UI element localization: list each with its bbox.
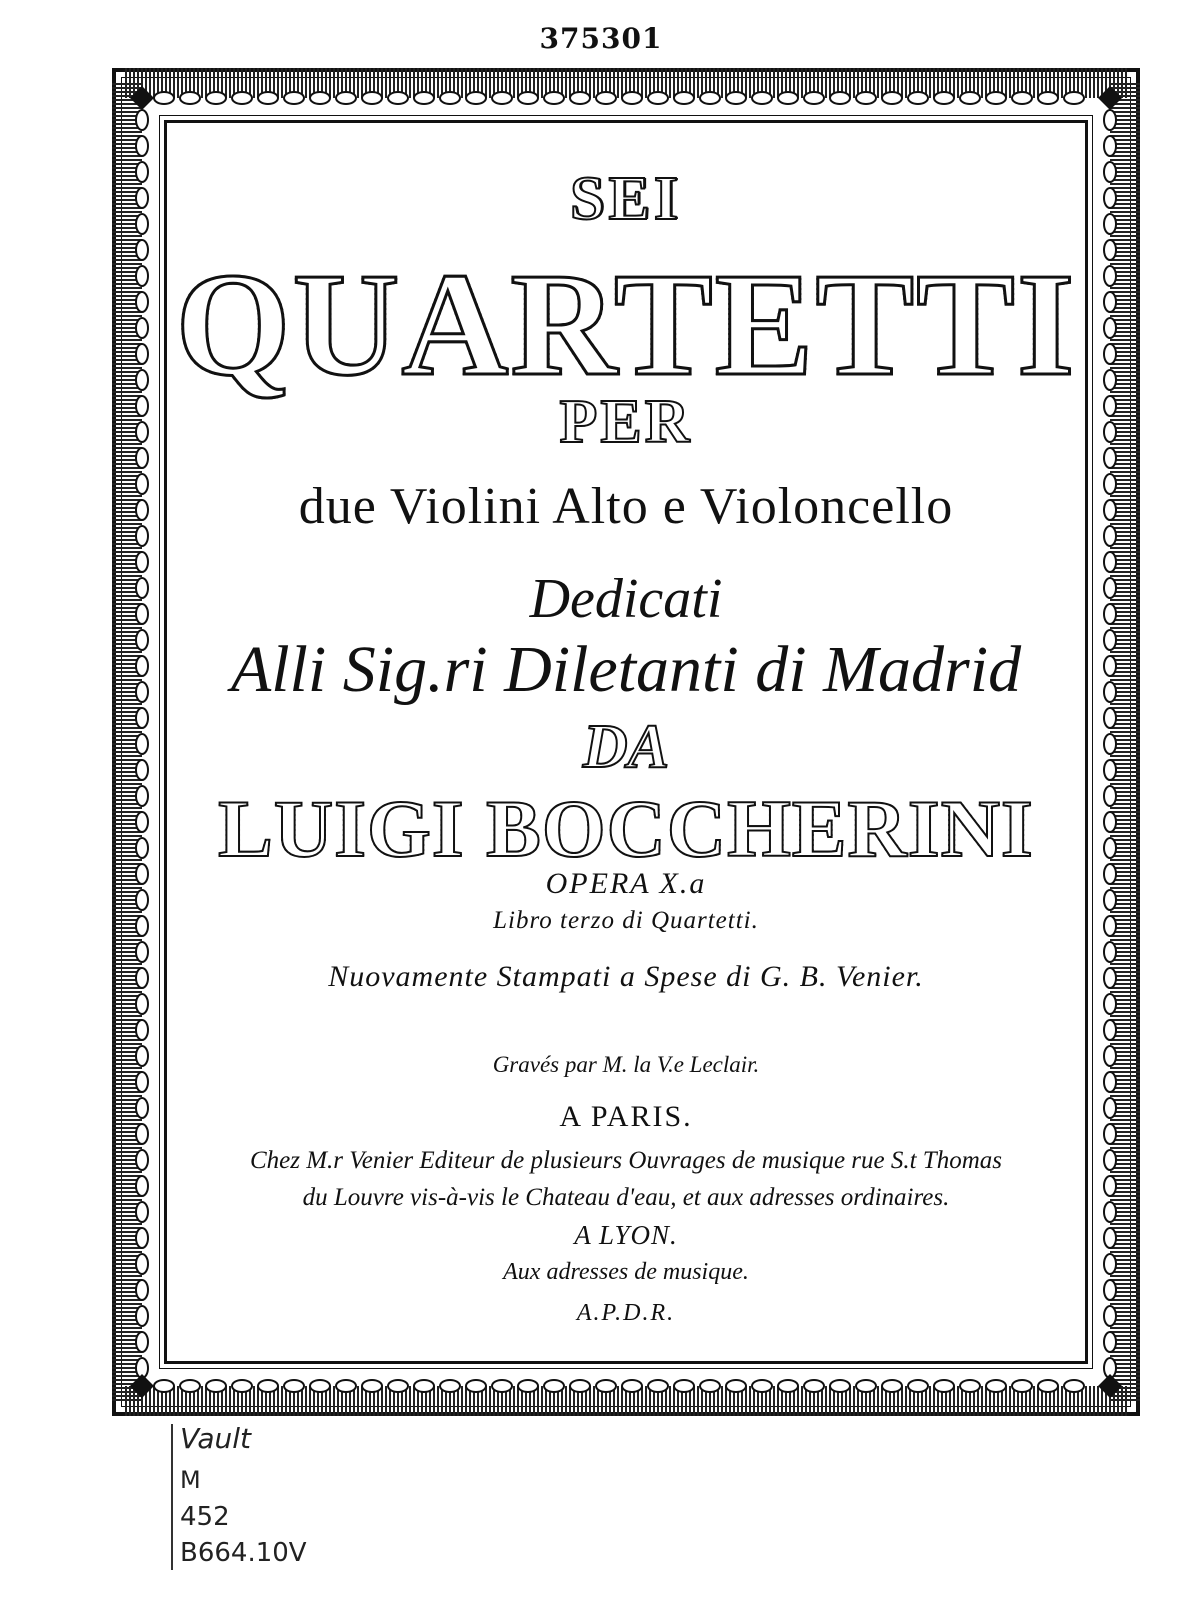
title-quartetti: QUARTETTI: [166, 240, 1086, 410]
dedication-line: Alli Sig.ri Diletanti di Madrid: [230, 633, 1022, 706]
title-da: DA: [582, 713, 670, 781]
handwritten-shelfmark: [168, 1422, 318, 1572]
title-per: PER: [559, 388, 693, 456]
shelfmark-number: 452: [180, 1502, 230, 1532]
title-content: [166, 122, 1086, 1362]
catalog-number: 375301: [539, 22, 663, 55]
engraver-credit: Gravés par M. la V.e Leclair.: [492, 1052, 760, 1077]
publisher-line: Nuovamente Stampati a Spese di G. B. Venier.: [328, 960, 924, 993]
opus-number: OPERA X.a: [545, 867, 707, 900]
instrumentation: due Violini Alto e Violoncello: [298, 478, 954, 535]
shelfmark-vault: Vault: [180, 1422, 252, 1455]
city-paris: A PARIS.: [559, 1100, 693, 1133]
composer-name: LUIGI BOCCHERINI: [166, 782, 1086, 876]
shelfmark-class: M: [180, 1466, 201, 1494]
dedicati-heading: Dedicati: [529, 568, 723, 630]
city-lyon: A LYON.: [574, 1220, 678, 1250]
lyon-address: Aux adresses de musique.: [503, 1259, 749, 1285]
privilege-mark: A.P.D.R.: [576, 1300, 676, 1326]
paris-address-line-1: Chez M.r Venier Editeur de plusieurs Ouvrages de musique rue S.t Thomas: [249, 1147, 1002, 1174]
paris-address-line-2: du Louvre vis-à-vis le Chateau d'eau, et aux adresses ordinaires.: [302, 1184, 950, 1211]
title-sei: SEI: [570, 165, 682, 233]
shelfmark-code: B664.10V: [180, 1538, 307, 1568]
book-number: Libro terzo di Quartetti.: [493, 907, 759, 934]
